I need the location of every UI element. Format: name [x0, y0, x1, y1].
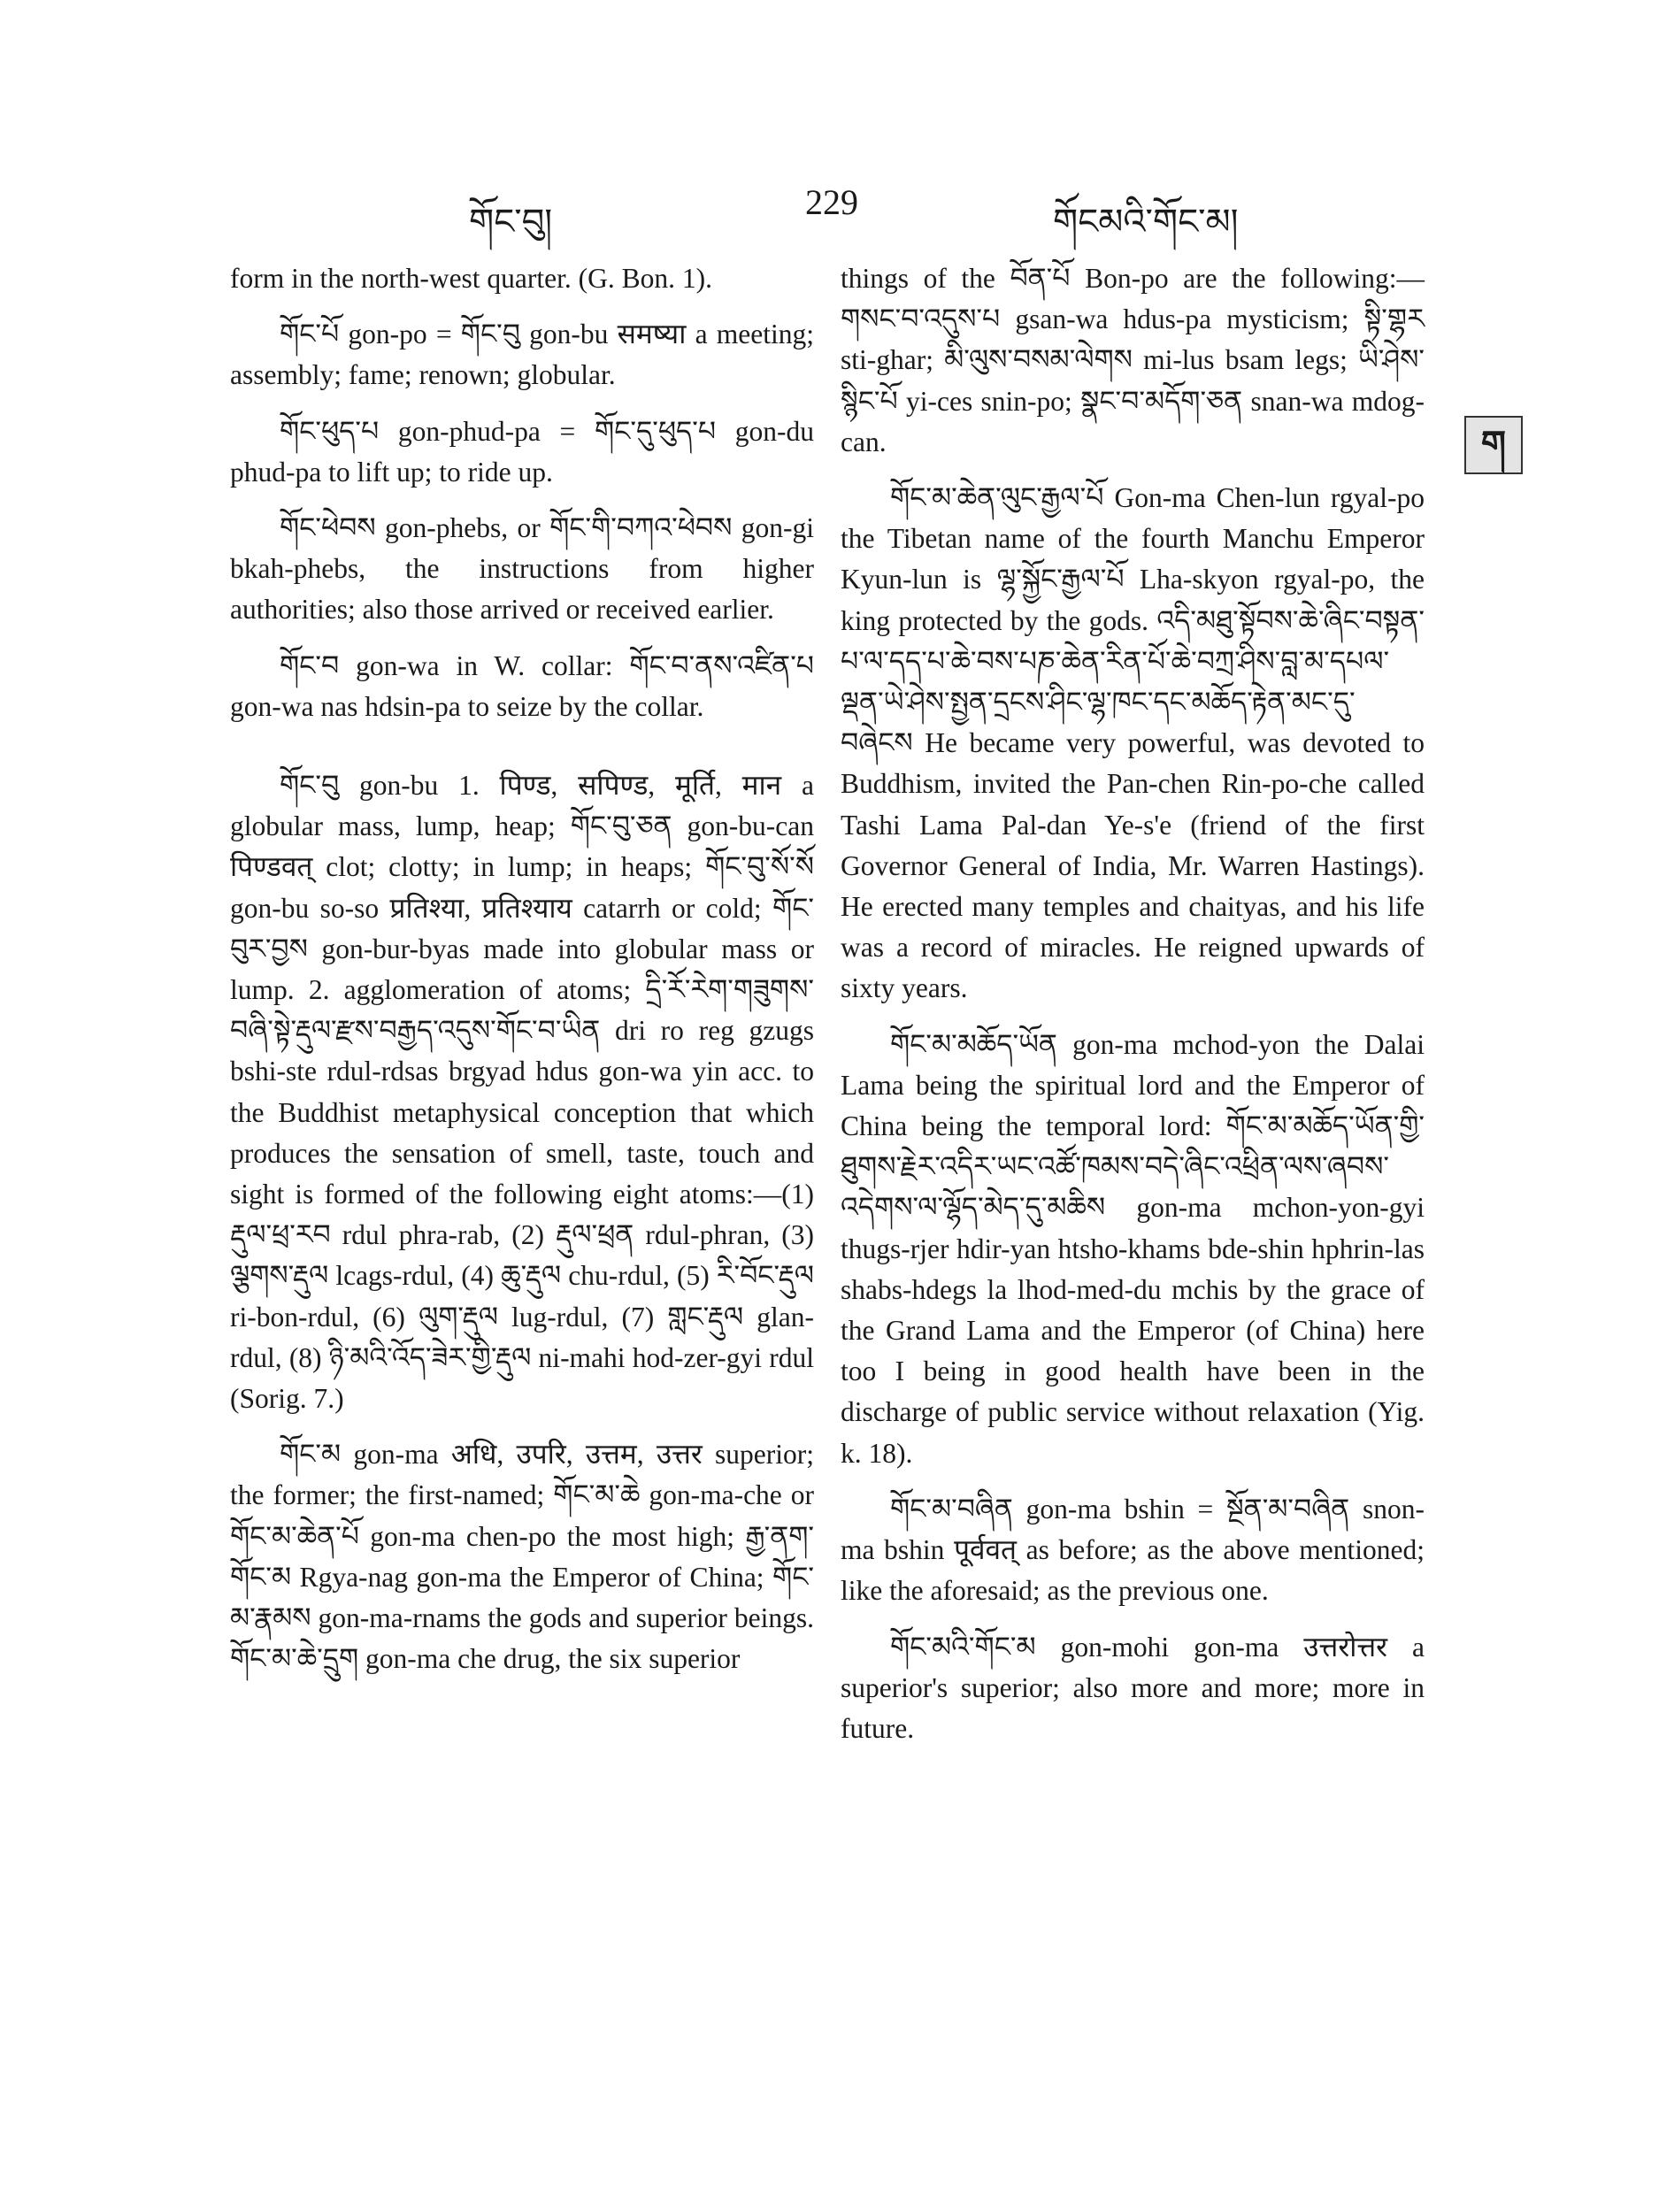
entry-gon-wa: གོང་བ gon-wa in W. collar: གོང་བ་ནས་འཛིན་པ gon-wa nas hdsin-pa to seize by the collar.	[230, 649, 814, 722]
header-right-headword: གོངམའི་གོང་མ།	[1053, 202, 1239, 242]
right-column	[841, 258, 1425, 1764]
thumb-index-tab: ག	[1464, 416, 1523, 474]
entry-continuation: form in the north-west quarter. (G. Bon. 1).	[230, 263, 713, 294]
left-column	[230, 258, 814, 1695]
page-number: 229	[805, 182, 858, 222]
entry-gon-ma-bshin: གོང་མ་བཞིན gon-ma bshin = སྔོན་མ་བཞིན snon-ma bshin पूर्ववत् as before; as the above mentioned; like the aforesaid; as the previous one.	[841, 1493, 1425, 1607]
entry-gon-ma-mchod-yon: གོང་མ་མཆོད་ཡོན gon-ma mchod-yon the Dalai Lama being the spiritual lord and the Emperor of China being the temporal lord: གོང་མ་མཆོད་ཡོན་གྱི་ཐུགས་རྗེར་འདིར་ཡང་འཚོ་ཁམས་བདེ་ཞིང་འཕྲིན་ལས་ཞབས་འདེགས་ལ་ལྷོད་མེད་དུ་མཆིས gon-ma mchon-yon-gyi thugs-rjer hdir-yan htsho-khams bde-shin hphrin-las shabs-hdegs la lhod-med-du mchis by the grace of the Grand Lama and the Emperor (of China) here too I being in good health have been in the discharge of public service without relaxation (Yig. k. 18).	[841, 1028, 1425, 1469]
entry-gon-phebs: གོང་ཕེབས gon-phebs, or གོང་གི་བཀའ་ཕེབས gon-gi bkah-phebs, the instructions from higher authorities; also those arrived or received earlier.	[230, 512, 814, 626]
entry-continuation-right: things of the བོན་པོ Bon-po are the following:—གསང་བ་འདུས་པ gsan-wa hdus-pa mysticism; སྟི་གྷར sti-ghar; མི་ལུས་བསམ་ལེགས mi-lus bsam legs; ཡི་ཤེས་སྙིང་པོ yi-ces snin-po; སྣང་བ་མདོག་ཅན snan-wa mdog-can.	[841, 263, 1425, 457]
header-left-headword: གོང་བུ།	[469, 202, 553, 242]
page-header	[221, 181, 1433, 242]
entry-gon-bu: གོང་བུ gon-bu 1. पिण्ड, सपिण्ड, मूर्ति, मान a globular mass, lump, heap; གོང་བུ་ཅན gon-bu-can पिण्डवत् clot; clotty; in lump; in heaps; གོང་བུ་སོ་སོ gon-bu so-so प्रतिश्या, प्रतिश्याय catarrh or cold; གོང་བུར་བྱས gon-bur-byas made into globular mass or lump. 2. agglomeration of atoms; དྲི་རོ་རེག་གཟུགས་བཞི་སྟེ་རྡུལ་རྫས་བརྒྱད་འདུས་གོང་བ་ཡིན dri ro reg gzugs bshi-ste rdul-rdsas brgyad hdus gon-wa yin acc. to the Buddhist metaphysical conception that which produces the sensation of smell, taste, touch and sight is formed of the following eight atoms:—(1) རྡུལ་ཕྲ་རབ rdul phra-rab, (2) རྡུལ་ཕྲན rdul-phran, (3) ལྕགས་རྡུལ lcags-rdul, (4) ཆུ་རྡུལ chu-rdul, (5) རི་བོང་རྡུལ ri-bon-rdul, (6) ལུག་རྡུལ lug-rdul, (7) གླང་རྡུལ glan-rdul, (8) ཉི་མའི་འོད་ཟེར་གྱི་རྡུལ ni-mahi hod-zer-gyi rdul (Sorig. 7.)	[230, 770, 814, 1415]
entry-gon-mohi-gon-ma: གོང་མའི་གོང་མ gon-mohi gon-ma उत्तरोत्तर a superior's superior; also more and more; more in future.	[841, 1631, 1425, 1744]
entry-gon-po: གོང་པོ gon-po = གོང་བུ gon-bu समष्या a meeting; assembly; fame; renown; globular.	[230, 319, 814, 391]
entry-gon-ma: གོང་མ gon-ma अधि, उपरि, उत्तम, उत्तर superior; the former; the first-named; གོང་མ་ཆེ gon-ma-che or གོང་མ་ཆེན་པོ gon-ma chen-po the most high; རྒྱ་ནག་གོང་མ Rgya-nag gon-ma the Emperor of China; གོང་མ་རྣམས gon-ma-rnams the gods and superior beings. གོང་མ་ཆེ་དྲུག gon-ma che drug, the six superior	[230, 1439, 814, 1675]
entry-gon-ma-chen-lun: གོང་མ་ཆེན་ལུང་རྒྱལ་པོ Gon-ma Chen-lun rgyal-po the Tibetan name of the fourth Manchu Emperor Kyun-lun is ལྷ་སྐྱོང་རྒྱལ་པོ Lha-skyon rgyal-po, the king protected by the gods. འདི་མཐུ་སྟོབས་ཆེ་ཞིང་བསྟན་པ་ལ་དད་པ་ཆེ་བས་པཎ་ཆེན་རིན་པོ་ཆེ་བཀྲ་ཤིས་བླ་མ་དཔལ་ལྡན་ཡེ་ཤེས་སྤྱན་དྲངས་ཤིང་ལྷ་ཁང་དང་མཆོད་རྟེན་མང་དུ་བཞེངས He became very powerful, was devoted to Buddhism, invited the Pan-chen Rin-po-che called Tashi Lama Pal-dan Ye-s'e (friend of the first Governor General of India, Mr. Warren Hastings). He erected many temples and chaityas, and his life was a record of miracles. He reigned upwards of sixty years.	[841, 482, 1425, 1004]
entry-gon-phud-pa: གོང་ཕུད་པ gon-phud-pa = གོང་དུ་ཕུད་པ gon-du phud-pa to lift up; to ride up.	[230, 415, 814, 488]
